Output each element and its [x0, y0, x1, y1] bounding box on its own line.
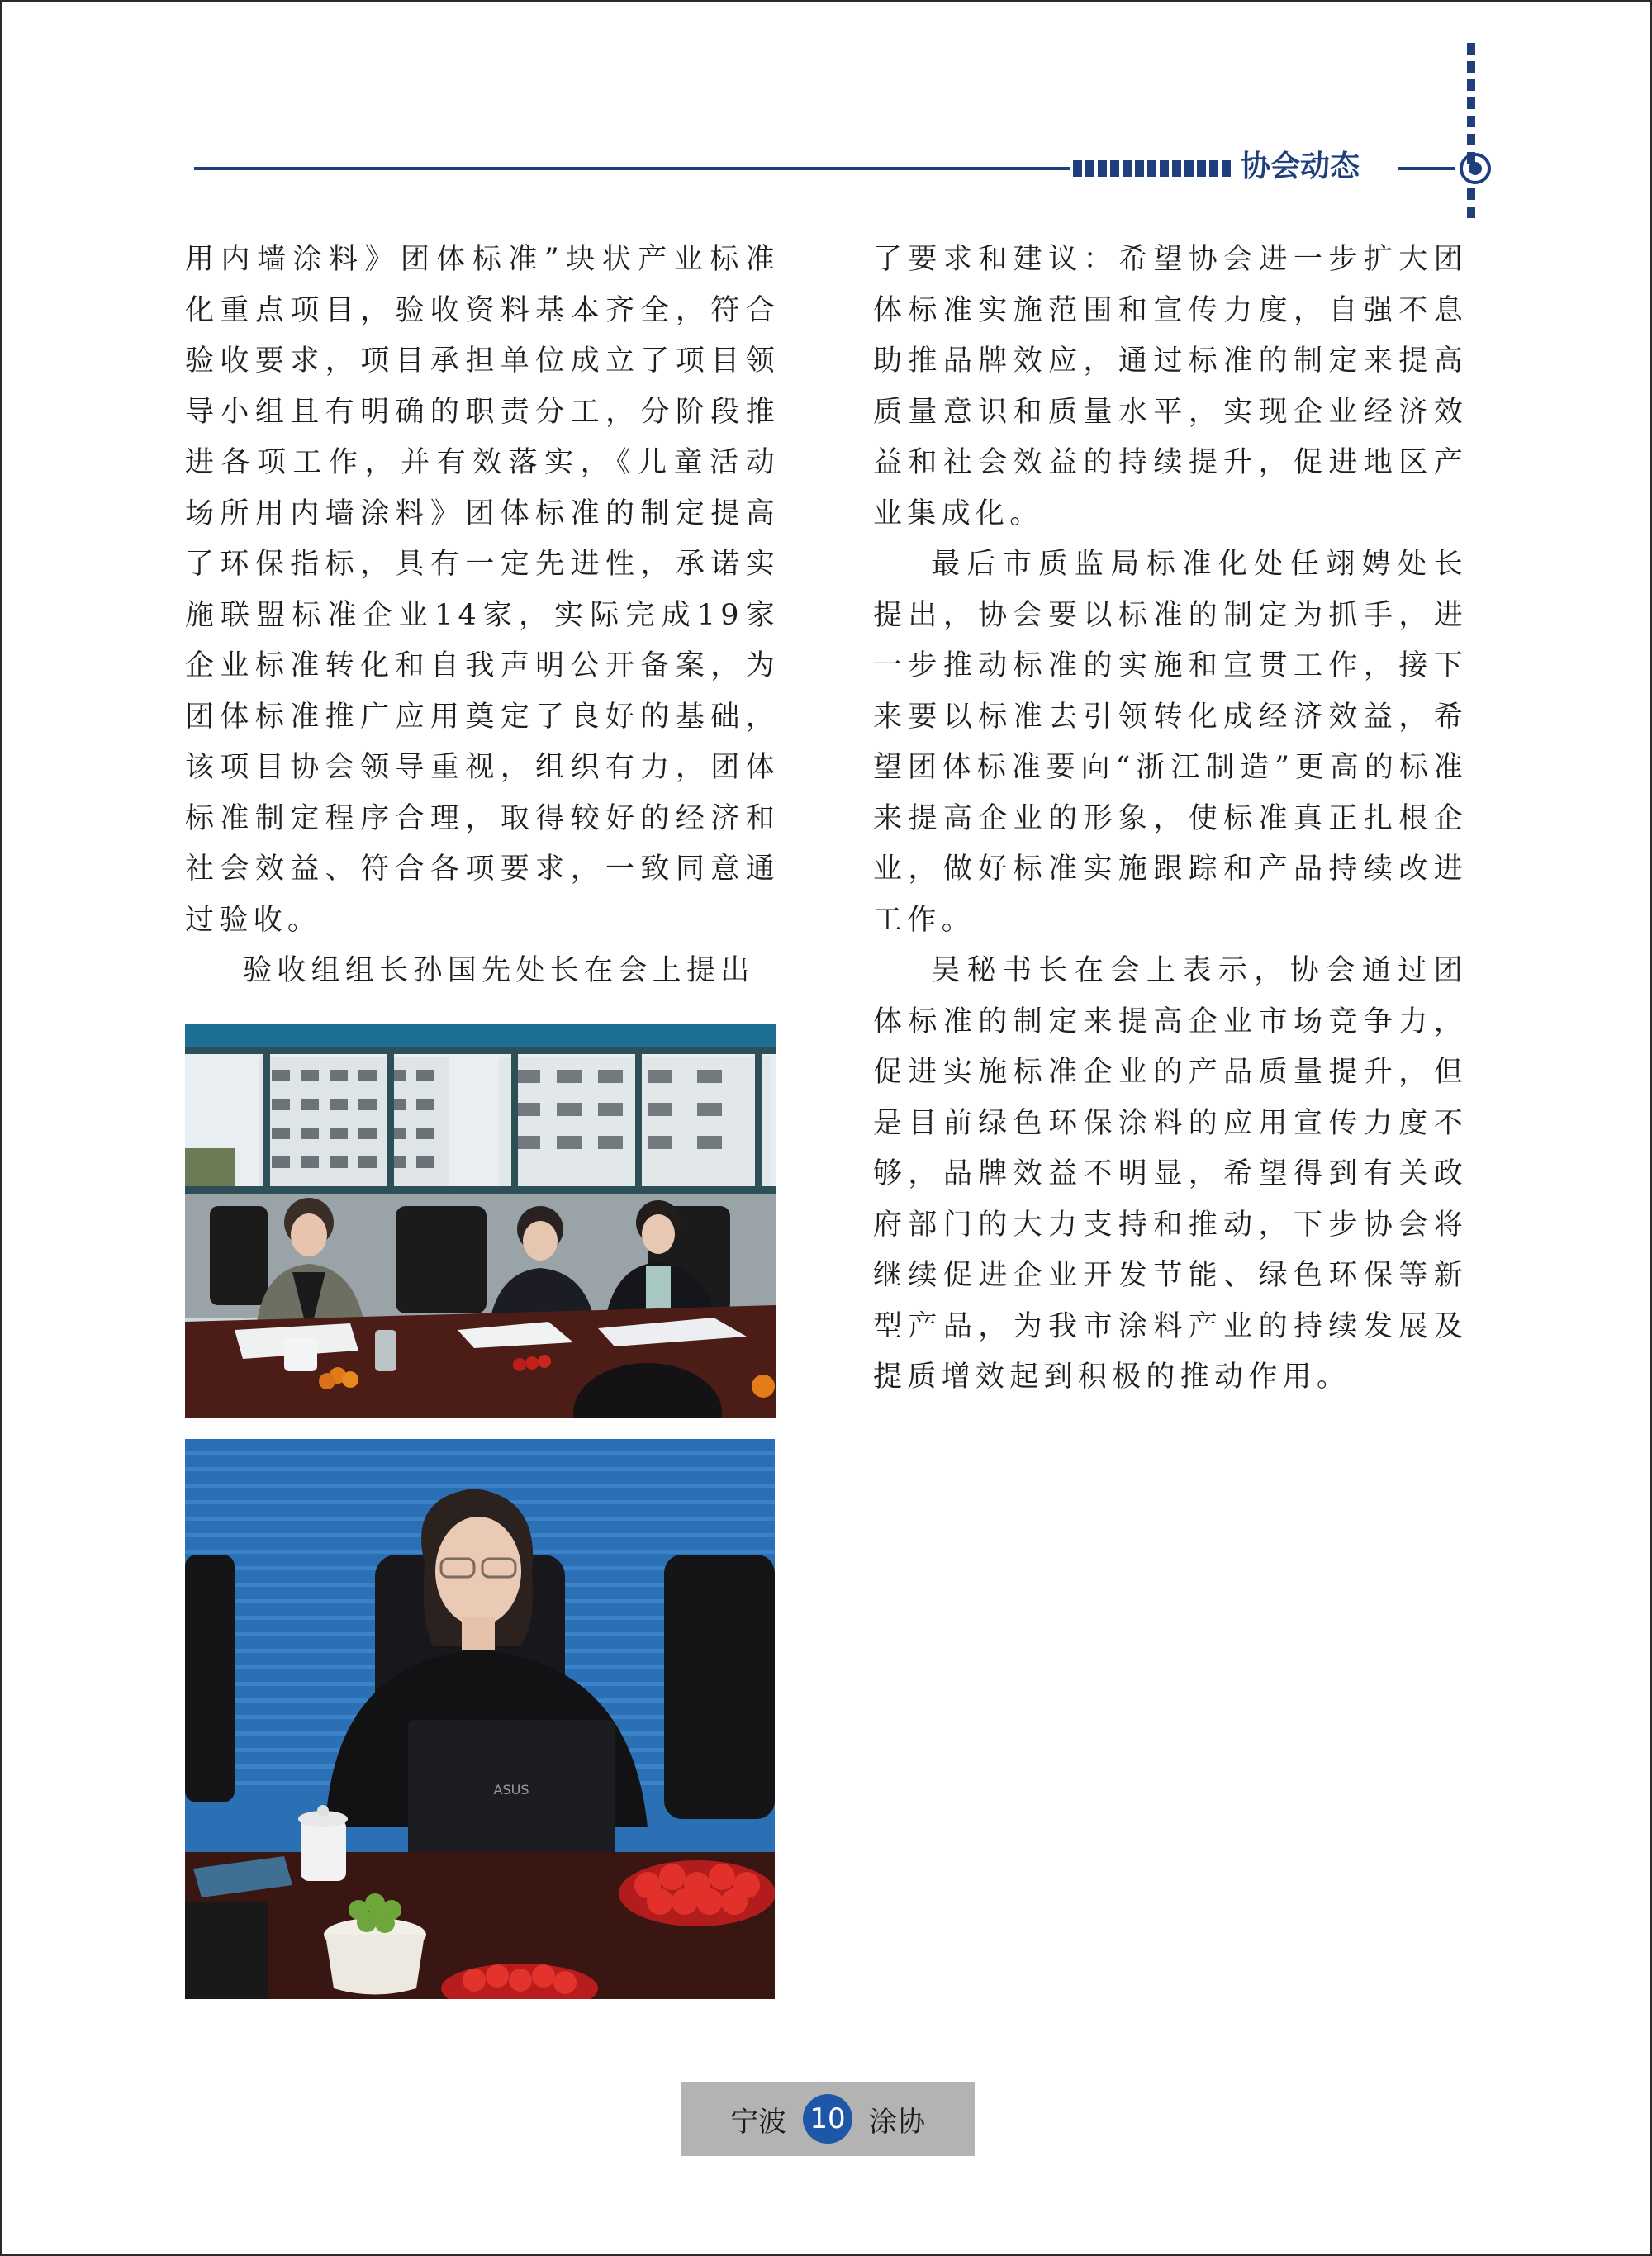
- footer-left-text: 宁波: [730, 2105, 786, 2139]
- footer-right-text: 涂协: [869, 2105, 925, 2139]
- page-number-badge: 10: [803, 2094, 852, 2144]
- left-column: [185, 235, 780, 997]
- left-paragraph-2: 验收组组长孙国先处长在会上提出: [243, 954, 755, 987]
- header-dot-bar: [1073, 160, 1235, 177]
- meeting-photo-1: [185, 1024, 776, 1418]
- section-title: 协会动态: [1241, 150, 1360, 183]
- meeting-photo-2: [185, 1439, 775, 1999]
- left-paragraph-1: 用内墙涂料》团体标准”块状产业标准化重点项目，验收资料基本齐全，符合验收要求，项目承担单位成立了项目领导小组且有明确的职责分工，分阶段推进各项工作，并有效落实，《儿童活动场所用内墙涂料》团体标准的制定提高了环保指标，具有一定先进性，承诺实施联盟标准企业14家，实际完成19家企业标准转化和自我声明公开备案，为团体标准推广应用奠定了良好的基础，该项目协会领导重视，组织有力，团体标准制定程序合理，取得较好的经济和社会效益、符合各项要求，一致同意通过验收。: [185, 243, 780, 937]
- page-footer: [681, 2082, 975, 2156]
- right-paragraph-1: 了要求和建议：希望协会进一步扩大团体标准实施范围和宣传力度，自强不息助推品牌效应，通过标准的制定来提高质量意识和质量水平，实现企业经济效益和社会效益的持续提升，促进地区产业集成化。: [873, 243, 1468, 530]
- target-icon: [1460, 153, 1491, 184]
- right-column: [873, 235, 1468, 1403]
- laptop-brand-label: ASUS: [493, 1782, 529, 1798]
- header-rule-right: [1398, 167, 1455, 170]
- right-paragraph-3: 吴秘书长在会上表示，协会通过团体标准的制定来提高企业市场竞争力，促进实施标准企业的产品质量提升，但是目前绿色环保涂料的应用宣传力度不够，品牌效益不明显，希望得到有关政府部门的大力支持和推动，下步协会将继续促进企业开发节能、绿色环保等新型产品，为我市涂料产业的持续发展及提质增效起到积极的推动作用。: [873, 954, 1468, 1394]
- header-rule: [194, 167, 1070, 170]
- vertical-dash-decoration: [1467, 43, 1475, 225]
- right-paragraph-2: 最后市质监局标准化处任翊娉处长提出，协会要以标准的制定为抓手，进一步推动标准的实施和宣贯工作，接下来要以标准去引领转化成经济效益，希望团体标准要向“浙江制造”更高的标准来提高企业的形象，使标准真正扎根企业，做好标准实施跟踪和产品持续改进工作。: [873, 548, 1468, 937]
